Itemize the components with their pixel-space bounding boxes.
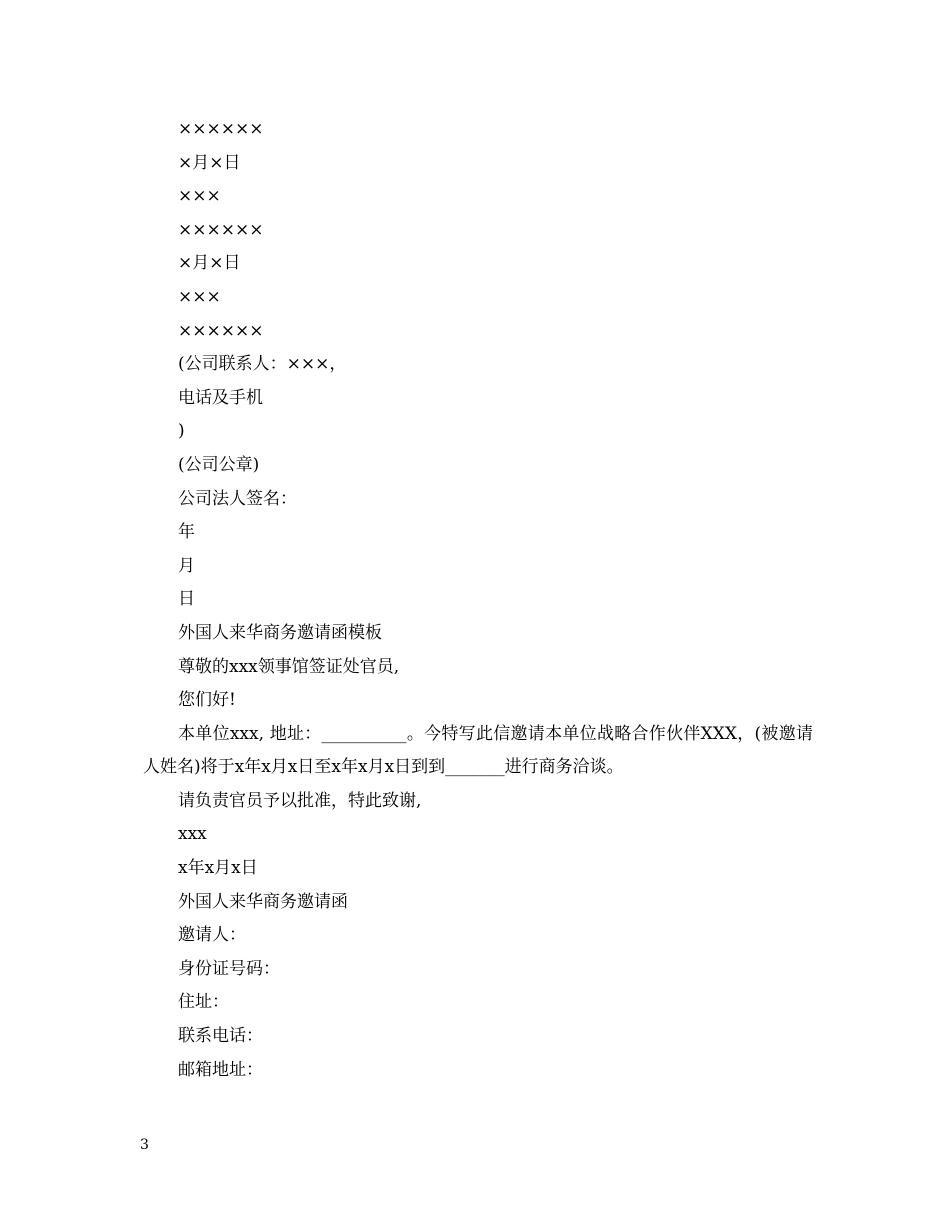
form-label-inviter: 邀请人：	[178, 925, 246, 946]
document-body	[143, 113, 813, 1087]
text-line: ×月×日	[178, 152, 241, 173]
text-line: ×××	[178, 286, 221, 307]
text-line: ×月×日	[178, 253, 241, 274]
month-line: 月	[178, 555, 195, 576]
closing-line: 请负责官员予以批准，特此致谢,	[178, 790, 422, 811]
day-line: 日	[178, 589, 195, 610]
form-label-email: 邮箱地址：	[178, 1059, 263, 1080]
year-line: 年	[178, 522, 195, 543]
form-label-id-number: 身份证号码：	[178, 958, 280, 979]
form-label-phone: 联系电话：	[178, 1026, 263, 1047]
salutation: 尊敬的xxx领事馆签证处官员,	[178, 656, 400, 677]
closing-paren-line: )	[178, 421, 185, 442]
page-number: 3	[140, 1137, 149, 1153]
text-line: ×××	[178, 186, 221, 207]
text-line: ××××××	[178, 119, 264, 139]
text-line: ××××××	[178, 219, 264, 240]
sender-name: xxx	[178, 824, 207, 845]
greeting: 您们好!	[178, 690, 236, 711]
signature-line: 公司法人签名：	[178, 488, 297, 509]
section-title: 外国人来华商务邀请函	[178, 891, 348, 912]
section-title: 外国人来华商务邀请函模板	[178, 622, 382, 643]
contact-phone-line: 电话及手机	[178, 387, 263, 408]
company-seal-line: (公司公章)	[178, 454, 260, 475]
form-label-address: 住址：	[178, 992, 229, 1013]
date-line: x年x月x日	[178, 858, 258, 879]
contact-line: (公司联系人：×××，	[178, 354, 347, 375]
text-line: ××××××	[178, 320, 264, 341]
body-paragraph: 本单位xxx, 地址：__________。今特写此信邀请本单位战略合作伙伴XXX，(被邀请人姓名)将于x年x月x日至x年x月x日到到_______进行商务洽谈。	[143, 723, 813, 778]
